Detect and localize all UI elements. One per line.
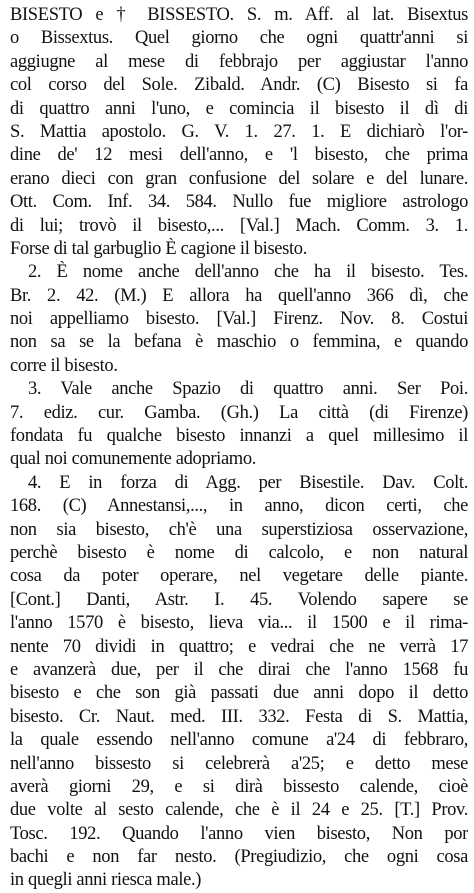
entry-line: BISESTO e † BISSESTO. S. m. Aff. al lat. Bisextus xyxy=(10,5,468,25)
entry-line: la quale essendo nell'anno comune a'24 di febbraro, xyxy=(10,730,468,751)
entry-line: qual noi comunemente adopriamo. xyxy=(10,449,257,470)
sense-3-line: 3. Vale anche Spazio di quattro anni. Ser Poi. xyxy=(28,379,468,400)
entry-line: non sia bisesto, ch'è una superstiziosa osservazione, xyxy=(10,519,468,540)
entry-line: nell'anno bissesto si celebrerà a'25; e detto mese xyxy=(10,753,468,774)
entry-line: dine de' 12 mesi dell'anno, e 'l bisesto, che prima xyxy=(10,145,468,166)
entry-line: Forse di tal garbuglio È cagione il bisesto. xyxy=(10,238,307,259)
entry-line: bisesto e che son già passati due anni dopo il detto xyxy=(10,683,468,704)
entry-line: averà giorni 29, e si dirà bissesto calende, cioè xyxy=(10,776,468,797)
entry-line: fondata fu qualche bisesto innanzi a quel millesimo il xyxy=(10,426,468,447)
entry-line: due volte al sesto calende, che è il 24 e 25. [T.] Prov. xyxy=(10,800,468,821)
entry-line: S. Mattia apostolo. G. V. 1. 27. 1. E dichiarò l'or- xyxy=(10,121,468,142)
entry-line: nente 70 dividi in quattro; e vedrai che ne verrà 17 xyxy=(10,636,468,657)
entry-line: noi appelliamo bisesto. [Val.] Firenz. Nov. 8. Costui xyxy=(10,309,468,330)
entry-line: [Cont.] Danti, Astr. I. 45. Volendo sapere se xyxy=(10,589,468,610)
sense-4-line: 4. E in forza di Agg. per Bisestile. Dav. Colt. xyxy=(28,472,468,493)
entry-line: perchè bisesto è nome di calcolo, e non natural xyxy=(10,542,468,563)
entry-line: in quegli anni riesca male.) xyxy=(10,870,202,891)
entry-line: 7. ediz. cur. Gamba. (Gh.) La città (di Firenze) xyxy=(10,402,468,423)
entry-line: Tosc. 192. Quando l'anno vien bisesto, Non por xyxy=(10,823,468,844)
entry-line: corre il bisesto. xyxy=(10,355,118,376)
entry-line: e avanzerà due, per il che dirai che l'anno 1568 fu xyxy=(10,659,468,680)
entry-line: erano dieci con gran confusione del solare e del lunare. xyxy=(10,168,468,189)
entry-line: aggiugne al mese di febbrajo per aggiustar l'anno xyxy=(10,51,468,72)
entry-line: cosa da poter operare, nel vegetare delle piante. xyxy=(10,566,468,587)
entry-line: o Bissextus. Quel giorno che ogni quattr'anni si xyxy=(10,28,468,49)
entry-line: non sa se la befana è maschio o femmina, e quando xyxy=(10,332,468,353)
entry-line: col corso del Sole. Zibald. Andr. (C) Bisesto si fa xyxy=(10,75,468,96)
entry-line: Ott. Com. Inf. 34. 584. Nullo fue migliore astrologo xyxy=(10,192,468,213)
entry-line: 168. (C) Annestansi,..., in anno, dicon certi, che xyxy=(10,496,468,517)
entry-line: di lui; trovò il bisesto,... [Val.] Mach. Comm. 3. 1. xyxy=(10,215,468,236)
entry-line: Br. 2. 42. (M.) E allora ha quell'anno 366 dì, che xyxy=(10,285,468,306)
entry-line: bachi e non far nesto. (Pregiudizio, che ogni cosa xyxy=(10,847,468,868)
sense-2-line: 2. È nome anche dell'anno che ha il bisesto. Tes. xyxy=(28,262,468,283)
entry-line: l'anno 1570 è bisesto, lieva via... il 1500 e il rima- xyxy=(10,613,468,634)
entry-line: di quattro anni l'uno, e comincia il bisesto il dì di xyxy=(10,98,468,119)
entry-line: bisesto. Cr. Naut. med. III. 332. Festa di S. Mattia, xyxy=(10,706,468,727)
